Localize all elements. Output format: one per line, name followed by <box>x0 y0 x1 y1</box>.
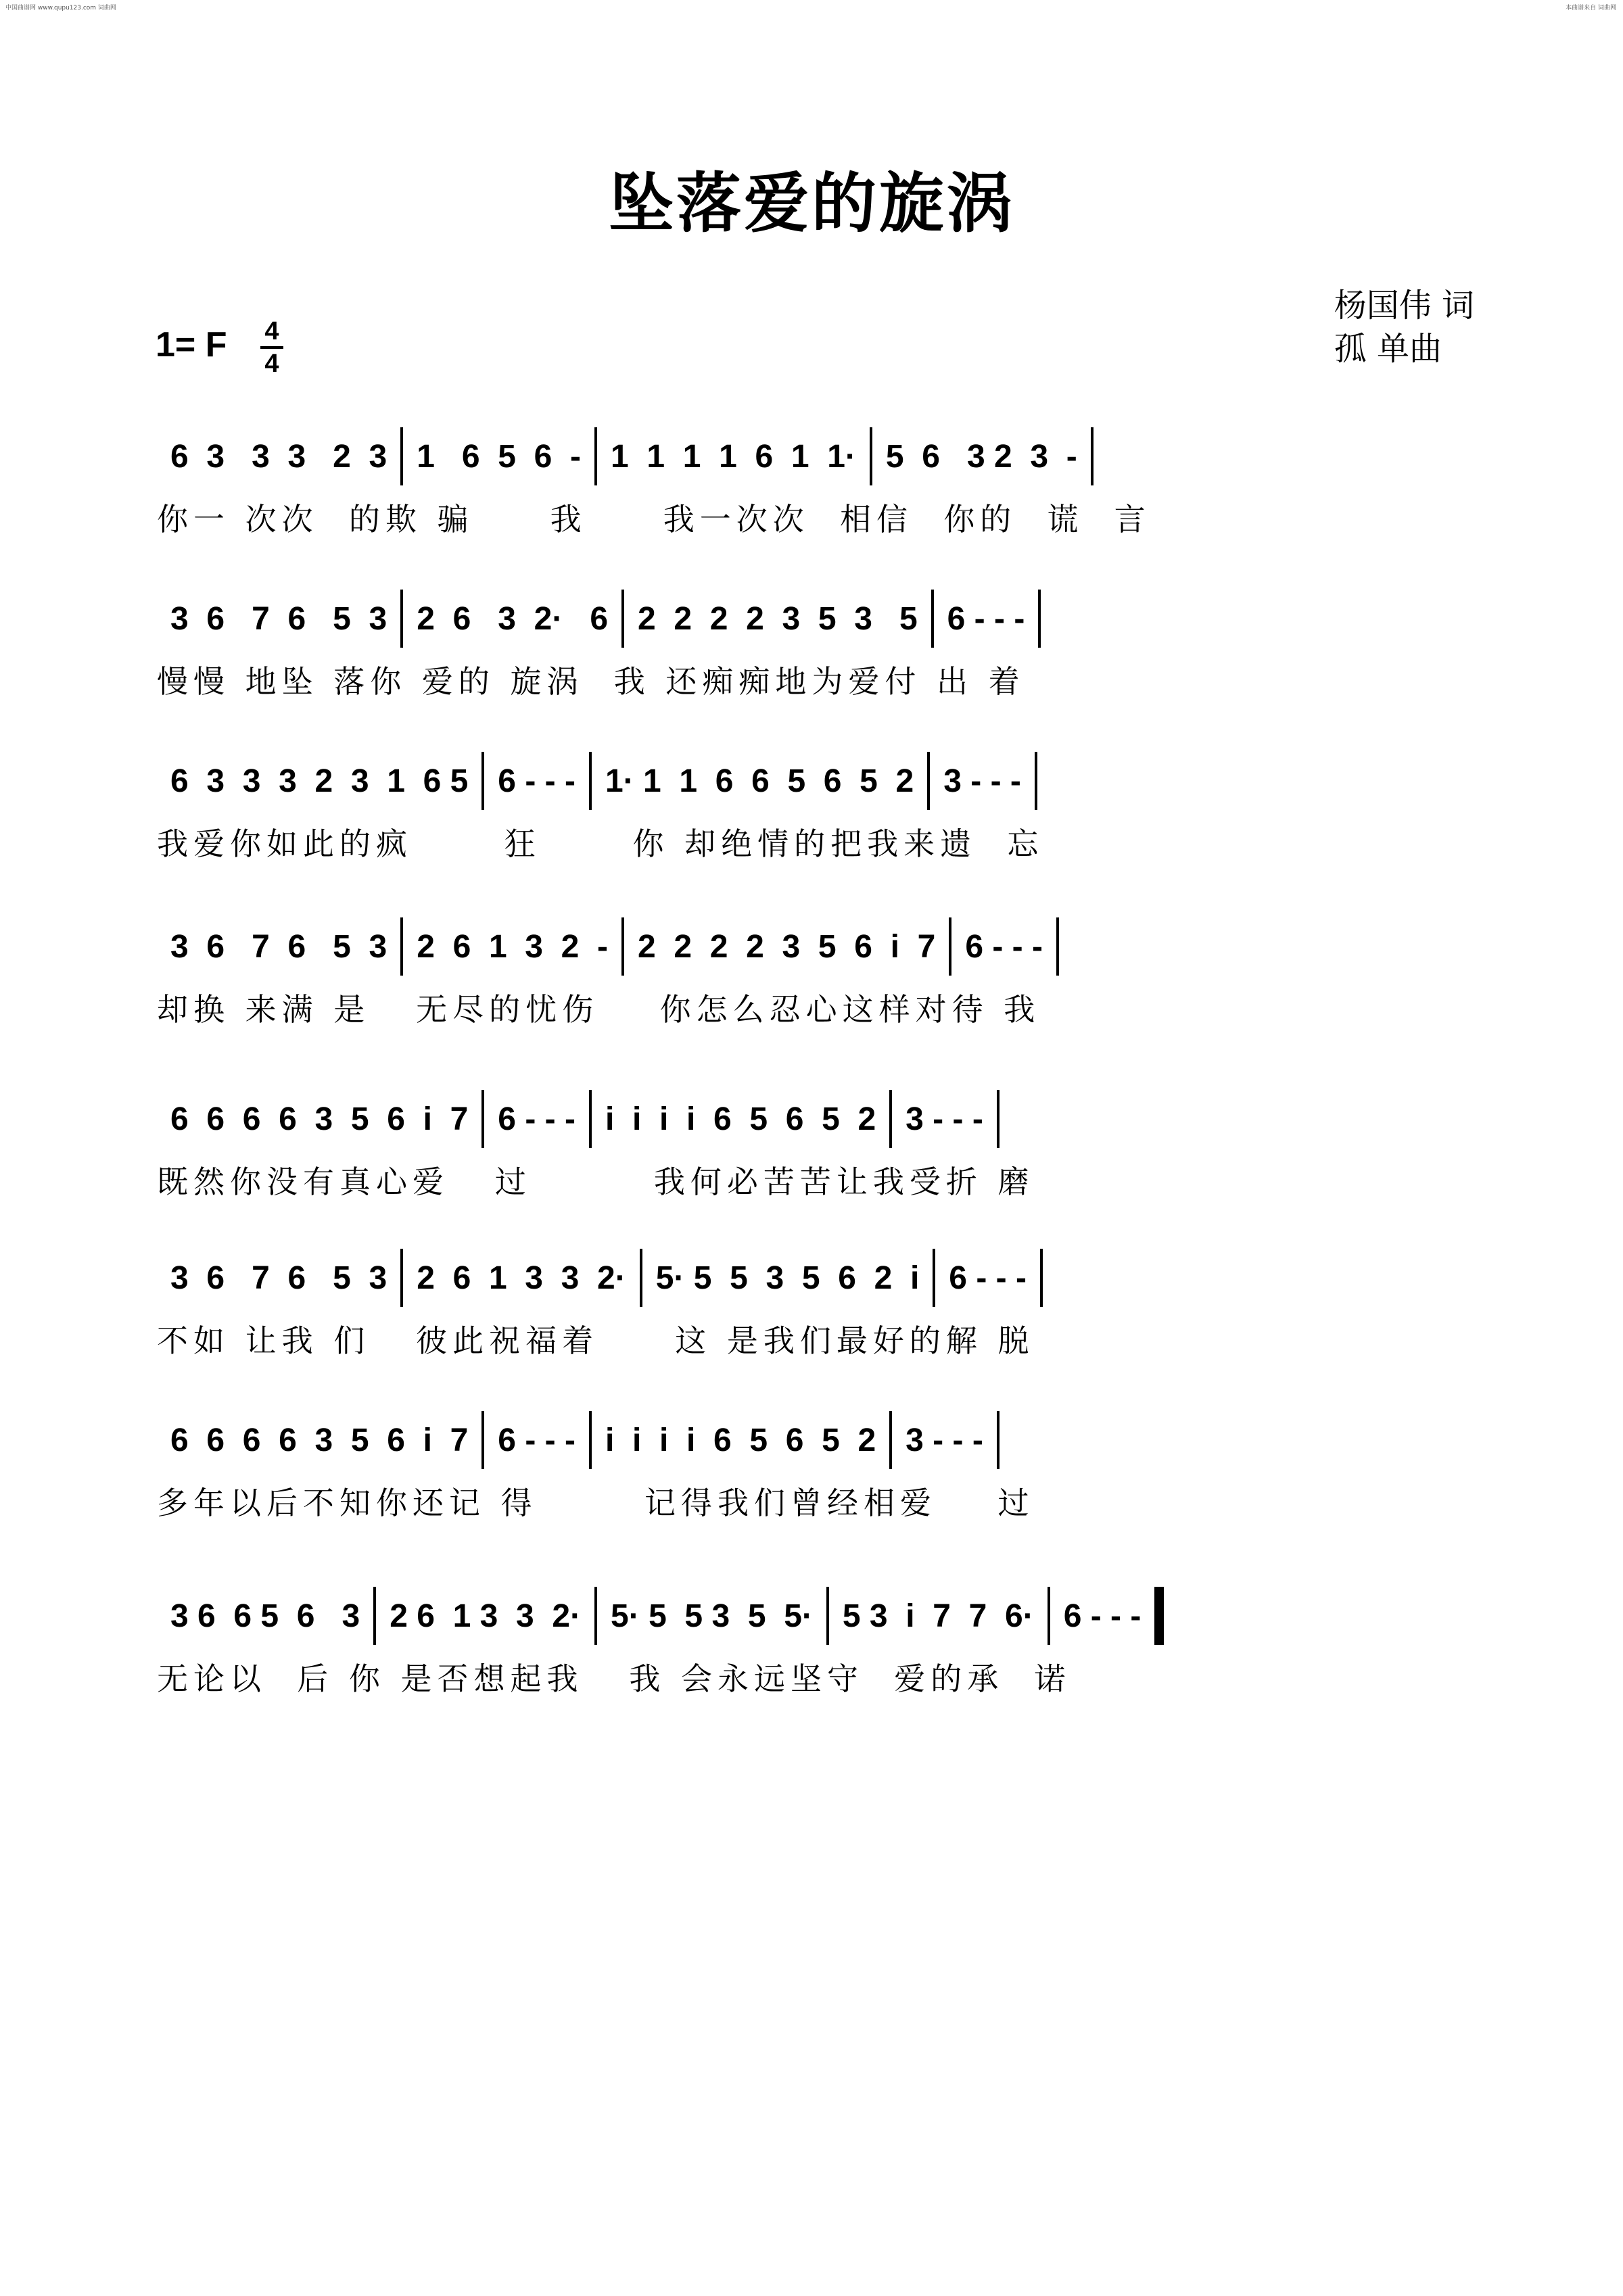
measure-notes: 6 - - - <box>949 1260 1027 1296</box>
measure-notes: 2 6 3 2· 6 <box>417 600 609 637</box>
barline <box>1091 427 1093 485</box>
measure <box>624 916 951 977</box>
measure <box>484 750 592 811</box>
measure-notes: 6 - - - <box>947 600 1025 637</box>
lyrics-line: 多年以后不知你还记 得 记得我们曾经相爱 过 <box>157 1485 1035 1521</box>
score-system <box>157 916 1476 1032</box>
measure-notes: 3 - - - <box>905 1422 983 1458</box>
measure-notes: 2 6 1 3 2 - <box>417 928 609 965</box>
measure <box>597 426 872 487</box>
measure <box>157 750 484 811</box>
lyricist: 杨国伟 词 <box>1334 287 1474 325</box>
measure <box>935 1247 1043 1308</box>
score-system <box>157 1585 1476 1702</box>
score-system <box>157 1410 1476 1526</box>
lyrics-line: 不如 让我 们 彼此祝福着 这 是我们最好的解 脱 <box>157 1322 1035 1359</box>
measure <box>484 1410 592 1470</box>
measure <box>157 1247 403 1308</box>
song-title: 坠落爱的旋涡 <box>609 165 1014 241</box>
measure <box>403 1247 642 1308</box>
barline <box>1038 590 1041 648</box>
measure-notes: 2 2 2 2 3 5 6 i 7 <box>638 928 936 965</box>
measure-notes: 5 6 3 2 3 - <box>885 438 1077 475</box>
measure <box>376 1585 597 1646</box>
score-system <box>157 426 1476 542</box>
notation-line <box>157 1410 1476 1470</box>
measure <box>642 1247 936 1308</box>
lyrics-line: 却换 来满 是 无尽的忧伤 你怎么忍心这样对待 我 <box>157 991 1041 1028</box>
measure-notes: 6 3 3 3 2 3 1 6 5 <box>170 763 469 799</box>
time-signature-top: 4 <box>264 317 279 345</box>
measure-notes: 2 6 1 3 3 2· <box>417 1260 626 1296</box>
notation-line <box>157 426 1476 487</box>
measure-notes: 3 6 7 6 5 3 <box>170 600 387 637</box>
watermark-bottom-right: 本曲谱来自 词曲网 <box>1566 5 1616 11</box>
lyrics-line: 无论以 后 你 是否想起我 我 会永远坚守 爱的承 诺 <box>157 1660 1071 1697</box>
score-system <box>157 1089 1476 1205</box>
measure-notes: 1 6 5 6 - <box>417 438 581 475</box>
barline <box>1040 1249 1043 1307</box>
score-system <box>157 1247 1476 1364</box>
measure <box>892 1410 999 1470</box>
measure <box>624 588 934 649</box>
lyrics-line: 慢慢 地坠 落你 爱的 旋涡 我 还痴痴地为爱付 出 着 <box>157 663 1025 700</box>
measure-notes: 3 - - - <box>905 1101 983 1137</box>
barline <box>1035 752 1037 810</box>
measure <box>934 588 1041 649</box>
measure <box>157 1089 484 1149</box>
time-signature <box>260 318 283 377</box>
lyrics-line: 既然你没有真心爱 过 我何必苦苦让我受折 磨 <box>157 1164 1035 1200</box>
measure <box>829 1585 1050 1646</box>
measure <box>930 750 1037 811</box>
measure <box>403 916 624 977</box>
measure-notes: 6 - - - <box>1063 1598 1142 1634</box>
measure <box>872 426 1093 487</box>
measure-notes: i i i i 6 5 6 5 2 <box>605 1422 876 1458</box>
measure <box>157 1410 484 1470</box>
measure <box>157 588 403 649</box>
measure-notes: 2 6 1 3 3 2· <box>390 1598 582 1634</box>
measure-notes: 6 - - - <box>498 1422 575 1458</box>
measure <box>403 588 624 649</box>
notation-line <box>157 1247 1476 1308</box>
notation-line <box>157 750 1476 811</box>
measure-notes: 1 1 1 1 6 1 1· <box>611 438 856 475</box>
measure <box>597 1585 829 1646</box>
measure-notes: 3 - - - <box>943 763 1021 799</box>
watermark-top-left: 中国曲谱网 www.qupu123.com 词曲网 <box>5 5 116 11</box>
measure-notes: 5· 5 5 3 5 5· <box>611 1598 813 1634</box>
measure <box>892 1089 999 1149</box>
notation-line <box>157 916 1476 977</box>
measure <box>157 916 403 977</box>
measure-notes: 3 6 6 5 6 3 <box>170 1598 360 1634</box>
barline <box>997 1411 999 1469</box>
lyrics-line: 我爱你如此的疯 狂 你 却绝情的把我来遗 忘 <box>157 826 1044 862</box>
measure <box>592 750 930 811</box>
measure <box>484 1089 592 1149</box>
measure <box>1050 1585 1165 1646</box>
measure-notes: 6 3 3 3 2 3 <box>170 438 387 475</box>
measure-notes: 3 6 7 6 5 3 <box>170 1260 387 1296</box>
measure <box>592 1089 892 1149</box>
measure <box>403 426 597 487</box>
time-signature-divider <box>260 346 283 349</box>
credits <box>1334 284 1474 370</box>
final-barline <box>1154 1587 1164 1645</box>
measure-notes: 6 - - - <box>498 1101 575 1137</box>
measure-notes: 6 6 6 6 3 5 6 i 7 <box>170 1101 469 1137</box>
measure <box>157 1585 376 1646</box>
measure-notes: 6 - - - <box>498 763 575 799</box>
barline <box>1056 917 1059 976</box>
score-system <box>157 588 1476 704</box>
notation-line <box>157 1585 1476 1646</box>
score-system <box>157 750 1476 867</box>
measure-notes: 2 2 2 2 3 5 3 5 <box>638 600 918 637</box>
lyrics-line: 你一 次次 的欺 骗 我 我一次次 相信 你的 谎 言 <box>157 501 1151 537</box>
measure <box>157 426 403 487</box>
measure <box>951 916 1059 977</box>
notation-line <box>157 1089 1476 1149</box>
measure-notes: 5· 5 5 3 5 6 2 i <box>655 1260 920 1296</box>
measure-notes: 6 - - - <box>965 928 1043 965</box>
notation-line <box>157 588 1476 649</box>
key-signature: 1= F <box>156 325 227 364</box>
measure <box>592 1410 892 1470</box>
composer: 孤 单曲 <box>1334 330 1442 368</box>
measure-notes: 6 6 6 6 3 5 6 i 7 <box>170 1422 469 1458</box>
time-signature-bottom: 4 <box>264 350 279 378</box>
measure-notes: i i i i 6 5 6 5 2 <box>605 1101 876 1137</box>
measure-notes: 5 3 i 7 7 6· <box>842 1598 1034 1634</box>
measure-notes: 1· 1 1 6 6 5 6 5 2 <box>605 763 914 799</box>
barline <box>997 1090 999 1148</box>
measure-notes: 3 6 7 6 5 3 <box>170 928 387 965</box>
